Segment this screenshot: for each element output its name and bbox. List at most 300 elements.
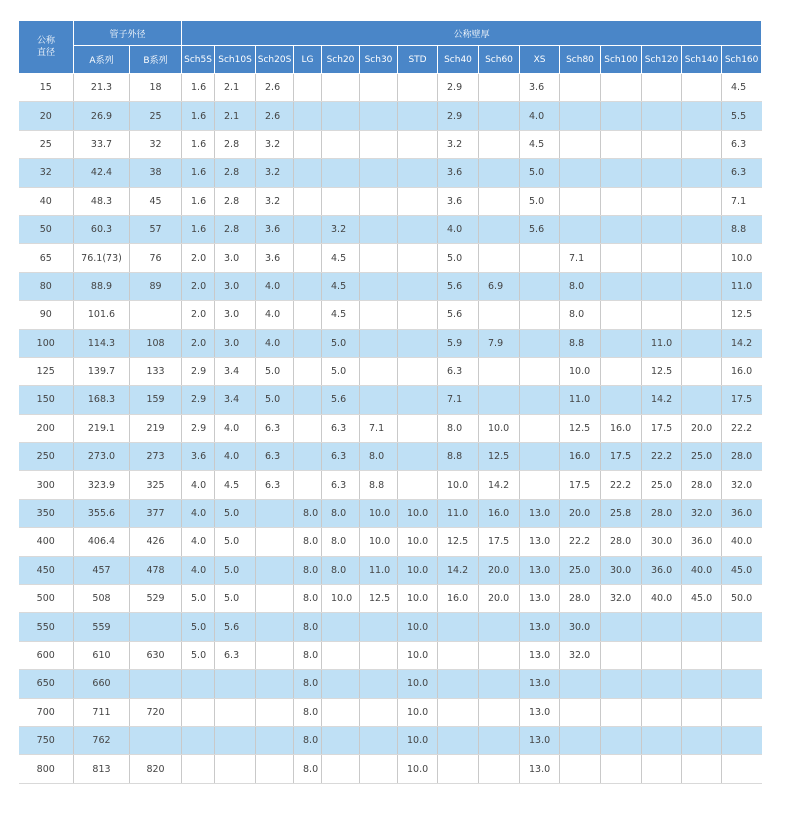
wall-thickness-cell: 5.0: [520, 187, 560, 215]
outer-diameter-cell: 114.3: [74, 329, 130, 357]
wall-thickness-cell: 12.5: [642, 357, 682, 385]
wall-thickness-cell: [479, 386, 520, 414]
outer-diameter-cell: 720: [130, 698, 182, 726]
wall-thickness-cell: [294, 272, 322, 300]
wall-thickness-cell: 28.0: [682, 471, 722, 499]
wall-thickness-cell: 4.5: [322, 244, 360, 272]
nominal-diameter-cell: 800: [19, 755, 74, 783]
wall-thickness-cell: 11.0: [438, 499, 479, 527]
wall-thickness-cell: 12.5: [360, 585, 398, 613]
wall-thickness-cell: [398, 272, 438, 300]
wall-thickness-cell: [398, 301, 438, 329]
wall-thickness-cell: 11.0: [642, 329, 682, 357]
wall-thickness-cell: [682, 641, 722, 669]
wall-thickness-cell: [722, 698, 762, 726]
wall-thickness-cell: [438, 755, 479, 783]
schedule-header-xs: XS: [520, 46, 560, 74]
wall-thickness-cell: [294, 414, 322, 442]
wall-thickness-cell: 6.9: [479, 272, 520, 300]
wall-thickness-cell: 8.0: [322, 499, 360, 527]
table-row: [19, 641, 762, 669]
wall-thickness-cell: [642, 613, 682, 641]
nominal-diameter-cell: 80: [19, 272, 74, 300]
wall-thickness-cell: [642, 159, 682, 187]
nominal-diameter-cell: 250: [19, 443, 74, 471]
wall-thickness-cell: [256, 528, 294, 556]
nominal-diameter-cell: 700: [19, 698, 74, 726]
wall-thickness-cell: 14.2: [722, 329, 762, 357]
wall-thickness-cell: 8.0: [294, 613, 322, 641]
wall-thickness-cell: [642, 187, 682, 215]
wall-thickness-cell: [322, 698, 360, 726]
wall-thickness-cell: [438, 698, 479, 726]
wall-thickness-cell: 45.0: [682, 585, 722, 613]
wall-thickness-cell: 13.0: [520, 641, 560, 669]
wall-thickness-cell: [601, 386, 642, 414]
table-row: [19, 159, 762, 187]
wall-thickness-cell: [215, 755, 256, 783]
wall-thickness-cell: [479, 244, 520, 272]
outer-diameter-cell: 325: [130, 471, 182, 499]
wall-thickness-cell: 3.0: [215, 329, 256, 357]
wall-thickness-cell: 13.0: [520, 585, 560, 613]
wall-thickness-cell: 25.0: [560, 556, 601, 584]
wall-thickness-cell: 30.0: [560, 613, 601, 641]
wall-thickness-cell: 4.0: [182, 471, 215, 499]
wall-thickness-cell: 10.0: [722, 244, 762, 272]
series-b-header: B系列: [130, 46, 182, 74]
table-row: [19, 528, 762, 556]
wall-thickness-cell: 1.6: [182, 130, 215, 158]
outer-diameter-cell: 813: [74, 755, 130, 783]
wall-thickness-cell: [322, 74, 360, 102]
wall-thickness-cell: [520, 386, 560, 414]
wall-thickness-cell: [294, 386, 322, 414]
outer-diameter-cell: 273: [130, 443, 182, 471]
outer-diameter-cell: [130, 613, 182, 641]
wall-thickness-cell: [601, 698, 642, 726]
wall-thickness-cell: 16.0: [560, 443, 601, 471]
wall-thickness-cell: 6.3: [722, 130, 762, 158]
wall-thickness-cell: 10.0: [398, 556, 438, 584]
wall-thickness-cell: 28.0: [642, 499, 682, 527]
wall-thickness-cell: 4.0: [215, 443, 256, 471]
wall-thickness-cell: [722, 613, 762, 641]
outer-diameter-cell: 508: [74, 585, 130, 613]
wall-thickness-cell: [360, 698, 398, 726]
wall-thickness-cell: 4.0: [182, 499, 215, 527]
wall-thickness-cell: 14.2: [479, 471, 520, 499]
wall-thickness-cell: [322, 159, 360, 187]
wall-thickness-cell: [520, 272, 560, 300]
wall-thickness-cell: 3.4: [215, 386, 256, 414]
wall-thickness-cell: 2.9: [438, 102, 479, 130]
wall-thickness-cell: [520, 301, 560, 329]
wall-thickness-cell: 10.0: [398, 755, 438, 783]
table-row: [19, 187, 762, 215]
nominal-diameter-cell: 450: [19, 556, 74, 584]
wall-thickness-cell: [682, 698, 722, 726]
wall-thickness-cell: 5.6: [438, 301, 479, 329]
wall-thickness-cell: 1.6: [182, 159, 215, 187]
outer-diameter-cell: 426: [130, 528, 182, 556]
wall-thickness-cell: 2.0: [182, 272, 215, 300]
wall-thickness-cell: 12.5: [722, 301, 762, 329]
wall-thickness-cell: 2.9: [182, 386, 215, 414]
wall-thickness-cell: 22.2: [642, 443, 682, 471]
wall-thickness-cell: 13.0: [520, 698, 560, 726]
wall-thickness-cell: [601, 301, 642, 329]
wall-thickness-cell: [256, 698, 294, 726]
schedule-header-sch120: Sch120: [642, 46, 682, 74]
wall-thickness-cell: [256, 641, 294, 669]
wall-thickness-cell: [294, 443, 322, 471]
outer-diameter-cell: 820: [130, 755, 182, 783]
wall-thickness-cell: [682, 386, 722, 414]
outer-diameter-cell: 48.3: [74, 187, 130, 215]
wall-thickness-cell: [479, 357, 520, 385]
wall-thickness-cell: 2.9: [438, 74, 479, 102]
wall-thickness-cell: [560, 130, 601, 158]
wall-thickness-cell: 32.0: [601, 585, 642, 613]
wall-thickness-cell: [479, 670, 520, 698]
wall-thickness-cell: [682, 74, 722, 102]
wall-thickness-cell: [642, 670, 682, 698]
schedule-header-sch60: Sch60: [479, 46, 520, 74]
schedule-header-sch140: Sch140: [682, 46, 722, 74]
wall-thickness-cell: 5.0: [256, 357, 294, 385]
wall-thickness-cell: 6.3: [322, 443, 360, 471]
nominal-diameter-cell: 750: [19, 726, 74, 754]
wall-thickness-cell: [360, 726, 398, 754]
wall-thickness-cell: [360, 244, 398, 272]
wall-thickness-cell: [398, 74, 438, 102]
wall-thickness-cell: 3.6: [256, 215, 294, 243]
outer-diameter-cell: 168.3: [74, 386, 130, 414]
nominal-diameter-cell: 150: [19, 386, 74, 414]
wall-thickness-cell: [682, 357, 722, 385]
wall-thickness-cell: [398, 443, 438, 471]
wall-thickness-cell: [520, 471, 560, 499]
table-row: [19, 499, 762, 527]
wall-thickness-cell: 8.0: [560, 301, 601, 329]
table-row: [19, 329, 762, 357]
wall-thickness-cell: 16.0: [722, 357, 762, 385]
wall-thickness-cell: 5.0: [215, 556, 256, 584]
wall-thickness-cell: 28.0: [601, 528, 642, 556]
nominal-diameter-cell: 65: [19, 244, 74, 272]
outer-diameter-cell: 133: [130, 357, 182, 385]
wall-thickness-cell: [182, 670, 215, 698]
wall-thickness-cell: [520, 414, 560, 442]
wall-thickness-cell: [682, 215, 722, 243]
wall-thickness-cell: 13.0: [520, 613, 560, 641]
wall-thickness-cell: [601, 726, 642, 754]
table-row: [19, 414, 762, 442]
table-body: [19, 74, 762, 784]
wall-thickness-cell: 12.5: [479, 443, 520, 471]
outer-diameter-cell: [130, 670, 182, 698]
table-header: [19, 21, 762, 74]
nominal-diameter-cell: 100: [19, 329, 74, 357]
wall-thickness-cell: [601, 357, 642, 385]
wall-thickness-cell: 13.0: [520, 556, 560, 584]
wall-thickness-cell: 14.2: [438, 556, 479, 584]
outer-diameter-cell: 76: [130, 244, 182, 272]
wall-thickness-cell: 28.0: [722, 443, 762, 471]
outer-diameter-cell: 762: [74, 726, 130, 754]
wall-thickness-cell: 20.0: [560, 499, 601, 527]
wall-thickness-cell: [322, 130, 360, 158]
wall-thickness-cell: 8.0: [438, 414, 479, 442]
wall-thickness-cell: [438, 613, 479, 641]
wall-thickness-cell: 8.0: [294, 670, 322, 698]
nominal-diameter-cell: 20: [19, 102, 74, 130]
wall-thickness-cell: [479, 755, 520, 783]
wall-thickness-cell: [322, 641, 360, 669]
wall-thickness-cell: 2.9: [182, 414, 215, 442]
wall-thickness-cell: 1.6: [182, 187, 215, 215]
wall-thickness-cell: [256, 613, 294, 641]
outer-diameter-cell: 33.7: [74, 130, 130, 158]
wall-thickness-cell: [560, 670, 601, 698]
wall-thickness-cell: 16.0: [438, 585, 479, 613]
wall-thickness-cell: [398, 159, 438, 187]
wall-thickness-cell: 3.6: [256, 244, 294, 272]
wall-thickness-cell: [360, 74, 398, 102]
wall-thickness-cell: [479, 102, 520, 130]
wall-thickness-cell: [520, 443, 560, 471]
wall-thickness-cell: 10.0: [479, 414, 520, 442]
wall-thickness-cell: 10.0: [398, 499, 438, 527]
wall-thickness-cell: [294, 102, 322, 130]
wall-thickness-cell: [322, 613, 360, 641]
wall-thickness-cell: 17.5: [642, 414, 682, 442]
wall-thickness-cell: [360, 329, 398, 357]
wall-thickness-cell: [360, 613, 398, 641]
wall-thickness-cell: 3.6: [182, 443, 215, 471]
wall-thickness-cell: [682, 130, 722, 158]
schedule-header-sch160: Sch160: [722, 46, 762, 74]
schedule-header-lg: LG: [294, 46, 322, 74]
wall-thickness-cell: 22.2: [722, 414, 762, 442]
wall-thickness-cell: [398, 386, 438, 414]
wall-thickness-cell: 6.3: [722, 159, 762, 187]
wall-thickness-cell: [520, 329, 560, 357]
nominal-diameter-cell: 300: [19, 471, 74, 499]
wall-thickness-cell: 8.8: [722, 215, 762, 243]
wall-thickness-cell: 10.0: [398, 698, 438, 726]
wall-thickness-cell: 8.0: [322, 528, 360, 556]
wall-thickness-cell: 6.3: [256, 414, 294, 442]
wall-thickness-cell: [360, 357, 398, 385]
wall-thickness-cell: 13.0: [520, 499, 560, 527]
wall-thickness-cell: 4.0: [520, 102, 560, 130]
wall-thickness-cell: [601, 755, 642, 783]
wall-thickness-cell: [360, 755, 398, 783]
wall-thickness-cell: 10.0: [360, 499, 398, 527]
wall-thickness-cell: 8.0: [294, 641, 322, 669]
outer-diameter-cell: 478: [130, 556, 182, 584]
wall-thickness-cell: 25.0: [682, 443, 722, 471]
outer-diameter-cell: 139.7: [74, 357, 130, 385]
wall-thickness-cell: [601, 670, 642, 698]
outer-diameter-cell: 88.9: [74, 272, 130, 300]
wall-thickness-cell: [682, 329, 722, 357]
outer-diameter-cell: 108: [130, 329, 182, 357]
wall-thickness-cell: 2.8: [215, 159, 256, 187]
outer-diameter-cell: 660: [74, 670, 130, 698]
wall-thickness-cell: [360, 386, 398, 414]
wall-thickness-cell: 8.8: [360, 471, 398, 499]
schedule-header-sch20: Sch20: [322, 46, 360, 74]
wall-thickness-cell: [560, 187, 601, 215]
wall-thickness-cell: 10.0: [398, 670, 438, 698]
schedule-header-sch5s: Sch5S: [182, 46, 215, 74]
wall-thickness-cell: [601, 159, 642, 187]
wall-thickness-cell: [642, 74, 682, 102]
wall-thickness-cell: [601, 102, 642, 130]
wall-thickness-cell: 11.0: [722, 272, 762, 300]
wall-thickness-cell: [360, 641, 398, 669]
wall-thickness-cell: [182, 698, 215, 726]
wall-thickness-cell: [438, 641, 479, 669]
wall-thickness-cell: 3.6: [438, 159, 479, 187]
nominal-diameter-cell: 400: [19, 528, 74, 556]
wall-thickness-cell: [682, 102, 722, 130]
wall-thickness-cell: [215, 726, 256, 754]
wall-thickness-cell: 32.0: [722, 471, 762, 499]
wall-thickness-cell: [560, 698, 601, 726]
wall-thickness-cell: 5.6: [520, 215, 560, 243]
wall-thickness-cell: 5.0: [182, 585, 215, 613]
wall-thickness-cell: 4.0: [215, 414, 256, 442]
wall-thickness-cell: 17.5: [601, 443, 642, 471]
wall-thickness-cell: [398, 102, 438, 130]
wall-thickness-cell: 7.1: [438, 386, 479, 414]
wall-thickness-cell: [294, 130, 322, 158]
table-row: [19, 74, 762, 102]
wall-thickness-cell: 3.0: [215, 272, 256, 300]
table-row: [19, 471, 762, 499]
wall-thickness-cell: 10.0: [398, 726, 438, 754]
wall-thickness-cell: [722, 641, 762, 669]
table-row: [19, 301, 762, 329]
wall-thickness-cell: [256, 499, 294, 527]
wall-thickness-cell: [256, 556, 294, 584]
wall-thickness-cell: 4.0: [438, 215, 479, 243]
wall-thickness-cell: [215, 698, 256, 726]
outer-diameter-cell: 323.9: [74, 471, 130, 499]
wall-thickness-cell: [479, 187, 520, 215]
wall-thickness-cell: 12.5: [560, 414, 601, 442]
wall-thickness-cell: 4.0: [256, 272, 294, 300]
wall-thickness-cell: 8.0: [294, 556, 322, 584]
wall-thickness-cell: 17.5: [479, 528, 520, 556]
wall-thickness-cell: 13.0: [520, 670, 560, 698]
wall-thickness-cell: [294, 74, 322, 102]
wall-thickness-cell: [322, 187, 360, 215]
outer-diameter-cell: 406.4: [74, 528, 130, 556]
wall-thickness-cell: [322, 670, 360, 698]
wall-thickness-cell: [294, 357, 322, 385]
wall-thickness-cell: 20.0: [682, 414, 722, 442]
wall-thickness-cell: 5.0: [256, 386, 294, 414]
wall-thickness-cell: 2.1: [215, 102, 256, 130]
wall-thickness-cell: 25.8: [601, 499, 642, 527]
wall-thickness-cell: [560, 159, 601, 187]
wall-thickness-cell: 3.2: [256, 187, 294, 215]
schedule-header-sch20s: Sch20S: [256, 46, 294, 74]
outer-diameter-cell: 57: [130, 215, 182, 243]
outer-diameter-cell: 273.0: [74, 443, 130, 471]
wall-thickness-cell: [360, 670, 398, 698]
wall-thickness-cell: [682, 244, 722, 272]
wall-thickness-cell: 30.0: [601, 556, 642, 584]
wall-thickness-cell: 10.0: [438, 471, 479, 499]
wall-thickness-cell: [642, 755, 682, 783]
wall-thickness-cell: [322, 755, 360, 783]
wall-thickness-cell: [722, 755, 762, 783]
wall-thickness-cell: [682, 755, 722, 783]
wall-thickness-cell: [294, 215, 322, 243]
wall-thickness-cell: 40.0: [642, 585, 682, 613]
series-a-header: A系列: [74, 46, 130, 74]
wall-thickness-cell: 7.1: [360, 414, 398, 442]
outer-diameter-cell: 159: [130, 386, 182, 414]
wall-thickness-cell: [360, 187, 398, 215]
wall-thickness-cell: [360, 215, 398, 243]
wall-thickness-cell: 8.0: [294, 585, 322, 613]
wall-thickness-cell: 5.0: [520, 159, 560, 187]
wall-thickness-cell: [479, 74, 520, 102]
wall-thickness-cell: 14.2: [642, 386, 682, 414]
wall-thickness-cell: 5.0: [322, 329, 360, 357]
wall-thickness-cell: 10.0: [398, 585, 438, 613]
wall-thickness-cell: 2.6: [256, 74, 294, 102]
outer-diameter-cell: 529: [130, 585, 182, 613]
outer-diameter-cell: 21.3: [74, 74, 130, 102]
outer-diameter-cell: [130, 301, 182, 329]
wall-thickness-cell: 4.5: [322, 301, 360, 329]
wall-thickness-cell: [601, 244, 642, 272]
wall-thickness-cell: 3.2: [256, 159, 294, 187]
wall-thickness-cell: [182, 755, 215, 783]
wall-thickness-cell: [479, 641, 520, 669]
wall-thickness-cell: 6.3: [322, 471, 360, 499]
wall-thickness-cell: 4.5: [722, 74, 762, 102]
wall-thickness-cell: [642, 272, 682, 300]
wall-thickness-cell: 3.4: [215, 357, 256, 385]
table-row: [19, 215, 762, 243]
schedule-header-sch100: Sch100: [601, 46, 642, 74]
wall-thickness-cell: [601, 130, 642, 158]
wall-thickness-cell: [398, 215, 438, 243]
table-row: [19, 102, 762, 130]
wall-thickness-cell: 5.0: [438, 244, 479, 272]
wall-thickness-cell: 12.5: [438, 528, 479, 556]
wall-thickness-cell: 3.2: [322, 215, 360, 243]
nominal-diameter-cell: 40: [19, 187, 74, 215]
table-row: [19, 443, 762, 471]
nominal-diameter-cell: 90: [19, 301, 74, 329]
wall-thickness-cell: 5.9: [438, 329, 479, 357]
wall-thickness-cell: 7.1: [560, 244, 601, 272]
wall-thickness-cell: 32.0: [682, 499, 722, 527]
wall-thickness-cell: 13.0: [520, 726, 560, 754]
wall-thickness-cell: [360, 159, 398, 187]
nominal-diameter-header: 公称 直径: [19, 21, 74, 74]
